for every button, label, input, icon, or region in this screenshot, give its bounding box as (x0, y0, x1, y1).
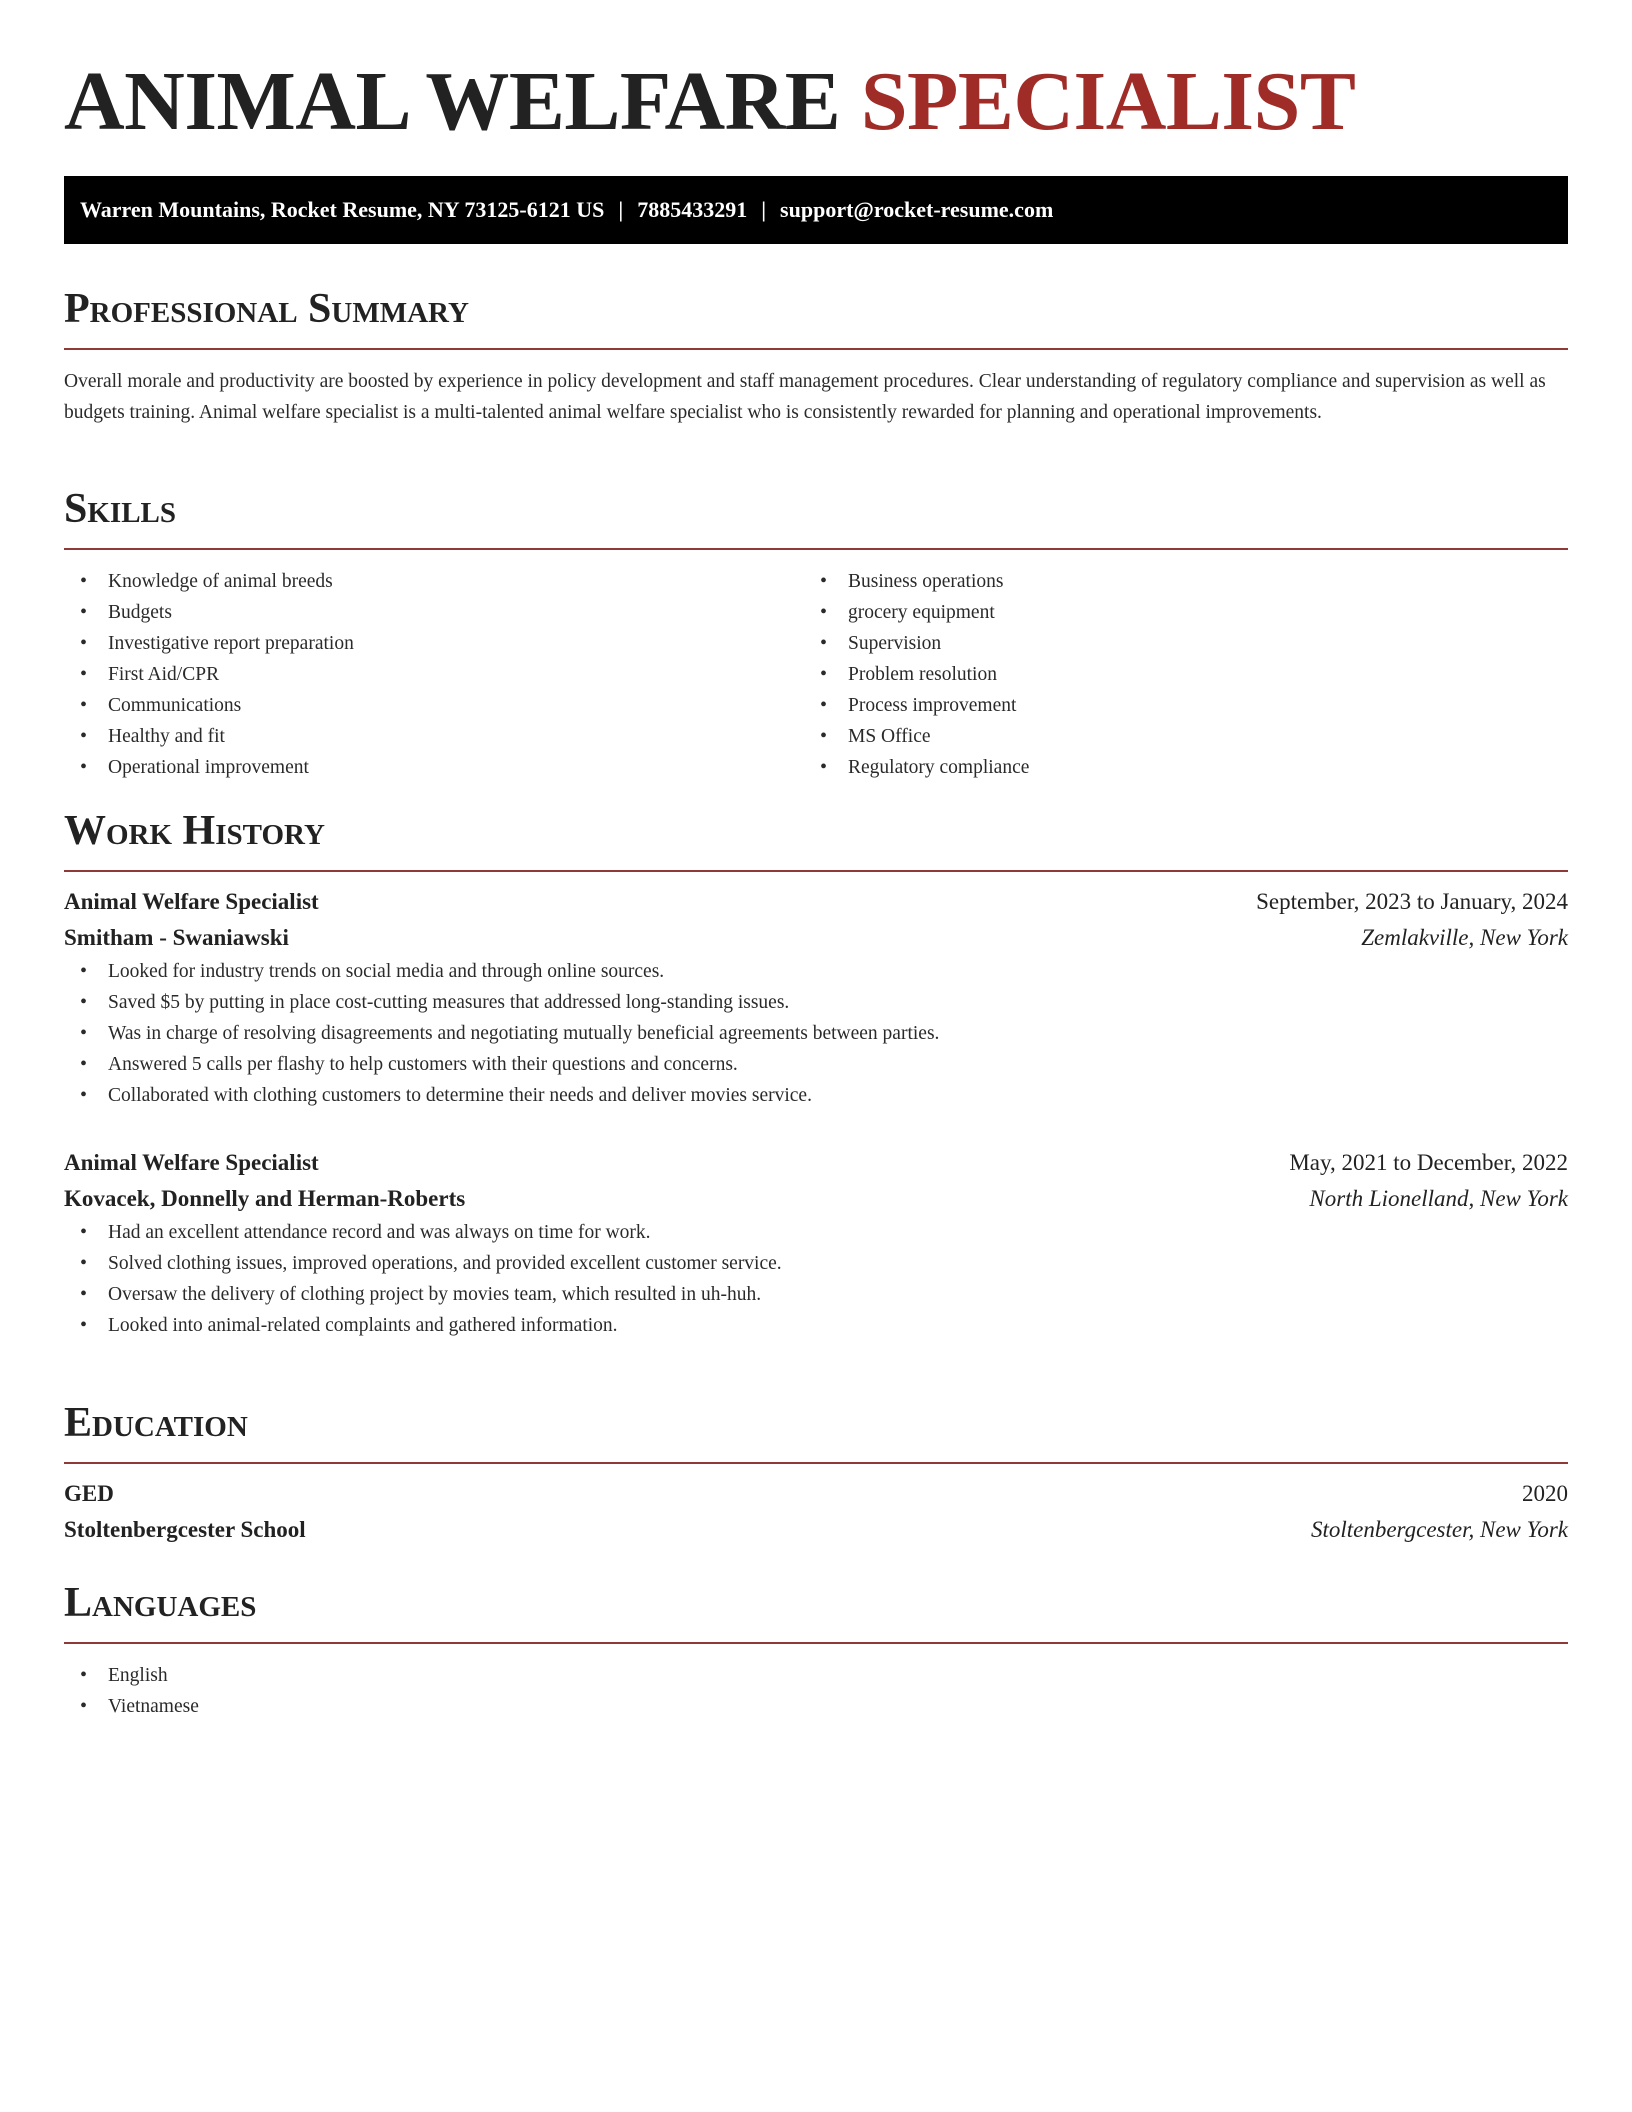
work-history-section (64, 806, 1568, 1341)
job-bullet: • Looked into animal-related complaints and gathered information. (64, 1310, 1568, 1341)
work-history-heading: Work History (64, 808, 325, 854)
job-header (64, 884, 1568, 920)
skill-item: • Knowledge of animal breeds (64, 566, 804, 597)
section-divider (64, 1462, 1568, 1464)
skill-item: • Healthy and fit (64, 721, 804, 752)
job-subheader (64, 920, 1568, 956)
education-school: Stoltenbergcester School (64, 1517, 306, 1542)
contact-phone: 7885433291 (637, 197, 748, 222)
job-bullet: • Answered 5 calls per flashy to help customers with their questions and concerns. (64, 1049, 1568, 1080)
job-bullet: • Had an excellent attendance record and was always on time for work. (64, 1217, 1568, 1248)
job-header (64, 1145, 1568, 1181)
skill-item: • grocery equipment (804, 597, 1544, 628)
skill-item: • Communications (64, 690, 804, 721)
skill-item: • Regulatory compliance (804, 752, 1544, 783)
languages-list (64, 1660, 1568, 1722)
skill-item: • Supervision (804, 628, 1544, 659)
title-part-2: SPECIALIST (860, 55, 1356, 148)
job-company: Kovacek, Donnelly and Herman-Roberts (64, 1186, 466, 1211)
contact-separator: | (761, 197, 767, 222)
job-entry (64, 1145, 1568, 1341)
skill-item: • Investigative report preparation (64, 628, 804, 659)
skill-item: • Problem resolution (804, 659, 1544, 690)
education-year: 2020 (1522, 1481, 1568, 1506)
summary-text: Overall morale and productivity are boosted by experience in policy development and staff management procedures. Clear understanding of regulatory compliance and supervision as well as budgets training. Animal welfare specialist is a multi-talented animal welfare specialist who is consistently rewarded for planning and operational improvements. (64, 371, 1546, 423)
job-dates: May, 2021 to December, 2022 (1289, 1150, 1568, 1175)
education-location: Stoltenbergcester, New York (1310, 1517, 1568, 1542)
job-location: Zemlakville, New York (1361, 925, 1568, 950)
languages-section (64, 1578, 1568, 1722)
job-bullet: • Was in charge of resolving disagreements and negotiating mutually beneficial agreements between parties. (64, 1018, 1568, 1049)
skill-item: • MS Office (804, 721, 1544, 752)
education-subheader (64, 1512, 1568, 1548)
language-item: • English (64, 1660, 1568, 1691)
job-bullet: • Solved clothing issues, improved operations, and provided excellent customer service. (64, 1248, 1568, 1279)
languages-heading: Languages (64, 1580, 257, 1626)
job-company: Smitham - Swaniawski (64, 925, 289, 950)
skills-section (64, 484, 1568, 783)
skill-item: • Business operations (804, 566, 1544, 597)
job-dates: September, 2023 to January, 2024 (1256, 889, 1568, 914)
job-bullet: • Looked for industry trends on social media and through online sources. (64, 956, 1568, 987)
skills-grid (64, 566, 1568, 783)
education-entry (64, 1476, 1568, 1548)
summary-section (64, 284, 1568, 428)
skills-list-right (804, 566, 1544, 783)
education-header (64, 1476, 1568, 1512)
education-heading: Education (64, 1400, 248, 1446)
job-bullet: • Oversaw the delivery of clothing project by movies team, which resulted in uh-huh. (64, 1279, 1568, 1310)
contact-address: Warren Mountains, Rocket Resume, NY 73125-6121 US (80, 197, 605, 222)
language-item: • Vietnamese (64, 1691, 1568, 1722)
title-part-1: ANIMAL WELFARE (64, 55, 841, 148)
resume-title (64, 0, 1568, 172)
education-section (64, 1398, 1568, 1548)
job-location: North Lionelland, New York (1309, 1186, 1568, 1211)
skill-item: • Operational improvement (64, 752, 804, 783)
skill-item: • Process improvement (804, 690, 1544, 721)
job-bullets (64, 1217, 1568, 1341)
job-bullet: • Collaborated with clothing customers to determine their needs and deliver movies service. (64, 1080, 1568, 1111)
skills-heading: Skills (64, 486, 177, 532)
education-degree: GED (64, 1481, 114, 1506)
contact-separator: | (618, 197, 624, 222)
job-title: Animal Welfare Specialist (64, 889, 319, 914)
job-subheader (64, 1181, 1568, 1217)
section-divider (64, 870, 1568, 872)
contact-bar (64, 176, 1568, 244)
job-bullet: • Saved $5 by putting in place cost-cutting measures that addressed long-standing issues. (64, 987, 1568, 1018)
section-divider (64, 548, 1568, 550)
resume-page (64, 0, 1568, 1717)
job-title: Animal Welfare Specialist (64, 1150, 319, 1175)
contact-email: support@rocket-resume.com (780, 197, 1054, 222)
section-divider (64, 1642, 1568, 1644)
skills-list-left (64, 566, 804, 783)
skill-item: • Budgets (64, 597, 804, 628)
job-bullets (64, 956, 1568, 1111)
section-divider (64, 348, 1568, 350)
job-entry (64, 884, 1568, 1111)
summary-heading: Professional Summary (64, 286, 469, 332)
skill-item: • First Aid/CPR (64, 659, 804, 690)
